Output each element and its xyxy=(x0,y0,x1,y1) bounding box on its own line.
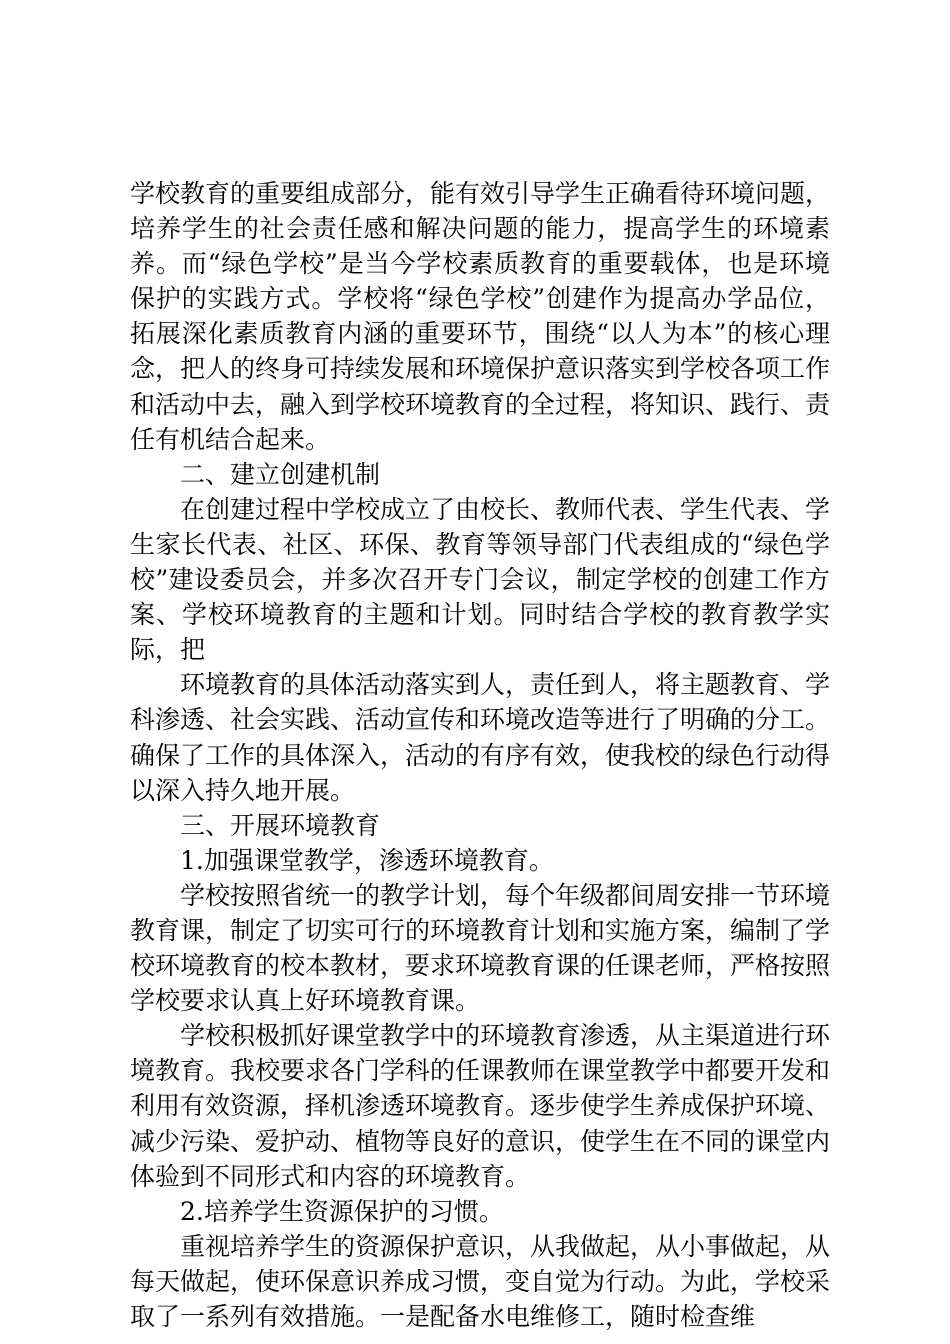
paragraph-mechanism-continued: 环境教育的具体活动落实到人，责任到人，将主题教育、学科渗透、社会实践、活动宣传和环境改造等进行了明确的分工。确保了工作的具体深入，活动的有序有效，使我校的绿色行动得以深入持久地开展。 xyxy=(130,670,831,805)
section-heading-establish-mechanism: 二、建立创建机制 xyxy=(180,459,381,489)
document-body xyxy=(130,176,830,1334)
paragraph-classroom-penetration: 学校积极抓好课堂教学中的环境教育渗透，从主渠道进行环境教育。我校要求各门学科的任课教师在课堂教学中都要开发和利用有效资源，择机渗透环境教育。逐步使学生养成保护环境、减少污染、爱护动、植物等良好的意识，使学生在不同的课堂内体验到不同形式和内容的环境教育。 xyxy=(130,1021,831,1191)
paragraph-mechanism: 在创建过程中学校成立了由校长、教师代表、学生代表、学生家长代表、社区、环保、教育等领导部门代表组成的“绿色学校”建设委员会，并多次召开专门会议，制定学校的创建工作方案、学校环境教育的主题和计划。同时结合学校的教育教学实际，把 xyxy=(130,494,831,665)
subheading-resource-protection: 2.培养学生资源保护的习惯。 xyxy=(180,1196,504,1226)
section-heading-environmental-education: 三、开展环境教育 xyxy=(180,810,381,840)
paragraph-teaching-plan: 学校按照省统一的教学计划，每个年级都间周安排一节环境教育课，制定了切实可行的环境教育计划和实施方案，编制了学校环境教育的校本教材，要求环境教育课的任课老师，严格按照学校要求认真上好环境教育课。 xyxy=(130,880,831,1016)
subheading-classroom-teaching: 1.加强课堂教学，渗透环境教育。 xyxy=(180,845,554,875)
paragraph-continuation: 学校教育的重要组成部分，能有效引导学生正确看待环境问题，培养学生的社会责任感和解决问题的能力，提高学生的环境素养。而“绿色学校”是当今学校素质教育的重要载体，也是环境保护的实践方式。学校将“绿色学校”创建作为提高办学品位，拓展深化素质教育内涵的重要环节，围绕“以人为本”的核心理念，把人的终身可持续发展和环境保护意识落实到学校各项工作和活动中去，融入到学校环境教育的全过程，将知识、践行、责任有机结合起来。 xyxy=(130,179,831,454)
paragraph-resource-protection: 重视培养学生的资源保护意识，从我做起，从小事做起，从每天做起，使环保意识养成习惯，变自觉为行动。为此，学校采取了一系列有效措施。一是配备水电维修工，随时检查维 xyxy=(130,1231,831,1331)
